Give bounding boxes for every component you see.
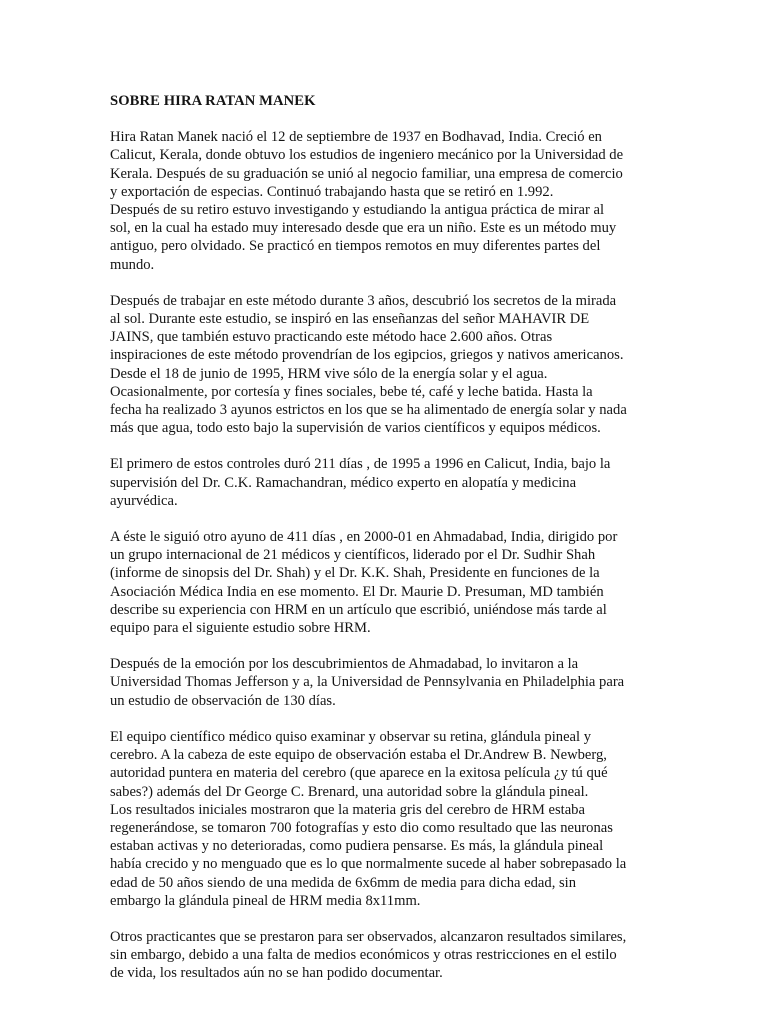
paragraph-6: [110, 728, 662, 910]
text-line: Hira Ratan Manek nació el 12 de septiembre de 1937 en Bodhavad, India. Creció en: [110, 129, 602, 146]
text-line: El equipo científico médico quiso examinar y observar su retina, glándula pineal y: [110, 728, 592, 745]
text-line: un estudio de observación de 130 días.: [110, 692, 336, 709]
text-line: autoridad puntera en materia del cerebro (que aparece en la exitosa película ¿y tú qué: [110, 765, 608, 782]
paragraph-1: [110, 128, 662, 274]
text-line: (informe de sinopsis del Dr. Shah) y el Dr. K.K. Shah, Presidente en funciones de la: [110, 565, 600, 582]
text-line: y exportación de especias. Continuó trabajando hasta que se retiró en 1.992.: [110, 183, 554, 200]
text-line: Universidad Thomas Jefferson y a, la Universidad de Pennsylvania en Philadelphia para: [110, 674, 625, 691]
text-line: A éste le siguió otro ayuno de 411 días , en 2000-01 en Ahmadabad, India, dirigido por: [110, 529, 618, 546]
text-line: El primero de estos controles duró 211 días , de 1995 a 1996 en Calicut, India, bajo la: [110, 456, 611, 473]
text-line: describe su experiencia con HRM en un artículo que escribió, uniéndose más tarde al: [110, 601, 607, 618]
text-line: Asociación Médica India en ese momento. El Dr. Maurie D. Presuman, MD también: [110, 583, 604, 600]
text-line: equipo para el siguiente estudio sobre HRM.: [110, 620, 371, 637]
text-line: sabes?) además del Dr George C. Brenard, una autoridad sobre la glándula pineal.: [110, 783, 589, 800]
text-line: Otros practicantes que se prestaron para ser observados, alcanzaron resultados similares,: [110, 928, 627, 945]
text-line: un grupo internacional de 21 médicos y científicos, liderado por el Dr. Sudhir Shah: [110, 547, 596, 564]
document-page: [110, 92, 662, 1001]
text-line: al sol. Durante este estudio, se inspiró en las enseñanzas del señor MAHAVIR DE: [110, 311, 590, 328]
text-line: Ocasionalmente, por cortesía y fines sociales, bebe té, café y leche batida. Hasta la: [110, 383, 593, 400]
text-line: Desde el 18 de junio de 1995, HRM vive sólo de la energía solar y el agua.: [110, 365, 548, 382]
text-line: edad de 50 años siendo de una medida de 6x6mm de media para dicha edad, sin: [110, 874, 577, 891]
text-line: Kerala. Después de su graduación se unió al negocio familiar, una empresa de comercio: [110, 165, 623, 182]
text-line: más que agua, todo esto bajo la supervisión de varios científicos y equipos médicos.: [110, 420, 601, 437]
text-line: antiguo, pero olvidado. Se practicó en tiempos remotos en muy diferentes partes del: [110, 238, 601, 255]
text-line: regenerándose, se tomaron 700 fotografías y esto dio como resultado que las neuronas: [110, 819, 613, 836]
text-line: cerebro. A la cabeza de este equipo de observación estaba el Dr.Andrew B. Newberg,: [110, 747, 607, 764]
text-line: Calicut, Kerala, donde obtuvo los estudios de ingeniero mecánico por la Universidad de: [110, 147, 624, 164]
text-line: Después de la emoción por los descubrimientos de Ahmadabad, lo invitaron a la: [110, 656, 579, 673]
text-line: de vida, los resultados aún no se han podido documentar.: [110, 965, 443, 982]
text-line: sin embargo, debido a una falta de medios económicos y otras restricciones en el estilo: [110, 947, 617, 964]
paragraph-7: [110, 928, 662, 983]
text-line: Después de trabajar en este método durante 3 años, descubrió los secretos de la mirada: [110, 292, 617, 309]
text-line: inspiraciones de este método provendrían de los egipcios, griegos y nativos americanos.: [110, 347, 624, 364]
text-line: embargo la glándula pineal de HRM media 8x11mm.: [110, 892, 421, 909]
text-line: fecha ha realizado 3 ayunos estrictos en los que se ha alimentado de energía solar y nada: [110, 402, 627, 419]
paragraph-3: [110, 455, 662, 510]
text-line: había crecido y no menguado que es lo que normalmente sucede al haber sobrepasado la: [110, 856, 627, 873]
paragraph-5: [110, 655, 662, 710]
text-line: supervisión del Dr. C.K. Ramachandran, médico experto en alopatía y medicina: [110, 474, 577, 491]
text-line: sol, en la cual ha estado muy interesado desde que era un niño. Este es un método muy: [110, 220, 617, 237]
text-line: estaban activas y no deterioradas, como pudiera pensarse. Es más, la glándula pineal: [110, 838, 604, 855]
document-title: SOBRE HIRA RATAN MANEK: [110, 93, 316, 109]
paragraph-4: [110, 528, 662, 637]
text-line: Los resultados iniciales mostraron que la materia gris del cerebro de HRM estaba: [110, 801, 585, 818]
text-line: JAINS, que también estuvo practicando este método hace 2.600 años. Otras: [110, 329, 553, 346]
paragraph-2: [110, 292, 662, 438]
text-line: mundo.: [110, 256, 155, 273]
text-line: ayurvédica.: [110, 492, 178, 509]
text-line: Después de su retiro estuvo investigando y estudiando la antigua práctica de mirar al: [110, 202, 605, 219]
